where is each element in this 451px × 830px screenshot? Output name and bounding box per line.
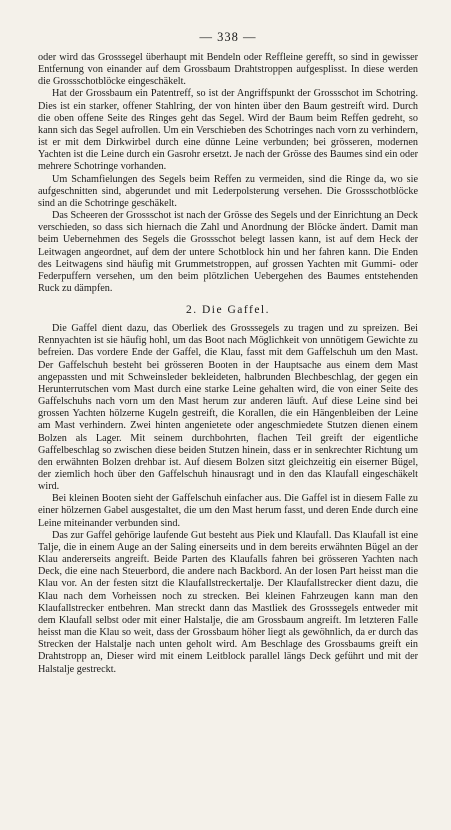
page-number: — 338 — (199, 30, 257, 44)
section-heading: 2. Die Gaffel. (185, 304, 270, 317)
paragraph: Das Scheeren der Grossschot ist nach der Grösse des Segels und der Einrichtung an Deck verschieden, so dass sich hiernach die Zahl und Anordnung der Blöcke ändert. Damit man beim Uebernehmen des Segels die Grossschot belegt lassen kann, ist auf dem Heck der Leitwagen angeordnet, auf dem der untere Schotblock hin und her fahren kann. Die Enden des Leitwagens sind häufig mit Grummetstroppen, auf grossen Yachten mit Gummi- oder Federpuffern versehen, um den beim plötzlichen Uebergehen des Baumes entstehenden Ruck zu dämpfen. (38, 210, 418, 294)
paragraph: Bei kleinen Booten sieht der Gaffelschuh einfacher aus. Die Gaffel ist in diesem Falle zu einer hölzernen Gabel ausgestaltet, die um den Mast herum fasst, und deren Ende durch eine Leine miteinander verbunden sind. (38, 493, 418, 529)
paragraph: oder wird das Grosssegel überhaupt mit Bendeln oder Reffleine gerefft, so sind in gewisser Entfernung von einander auf dem Grossbaum Drahtstroppen aufgesplisst. In diese werden die Grossschotblöcke eingeschäkelt. (38, 52, 418, 88)
paragraph: Das zur Gaffel gehörige laufende Gut besteht aus Piek und Klaufall. Das Klaufall ist eine Talje, die in einem Auge an der Saling einerseits und in dem bereits erwähnten Bügel an der Klau andererseits angreift. Beide Parten des Klaufalls fahren bei grösseren Yachten nach Deck, die eine nach Steuerbord, die andere nach Backbord. An der losen Part heisst man die Klau vor. An der festen sitzt die Klaufallstreckertalje. Der Klaufallstrecker dient dazu, die Klau nach dem Vorheissen noch zu strecken. Bei kleinen Fahrzeugen kann man den Klaufallstrecker entbehren. Man streckt dann das Mastliek des Grosssegels entweder mit dem Klaufall selbst oder mit einer Halstalje, die am Grossbaum angreift. Im letzteren Falle heisst man die Klau so weit, dass der Grossbaum höher liegt als gewöhnlich, da er durch das Strecken der Halstalje nach unten geholt wird. Am Beschlage des Grossbaums greift ein Drahtstropp an, Dieser wird mit einem Leitblock parallel längs Deck geführt und mit der Halstalje gestreckt. (38, 529, 418, 675)
paragraph: Hat der Grossbaum ein Patentreff, so ist der Angriffspunkt der Grossschot im Schotring. Dies ist ein starker, offener Stahlring, der von hinten über den Baum gestreift wird. Durch die oben offene Seite des Ringes geht das Segel. Wird der Baum beim Reffen gedreht, so kann sich das Segel aufrollen. Um ein Verschieben des Schotringes nach vorn zu verhindern, ist er mit dem Dirkwirbel durch eine dünne Leine verbunden; bei grösseren, modernen Yachten ist die Leine durch ein Gasrohr ersetzt. Je nach der Grösse des Baumes sind ein oder mehrere Schotringe vorhanden. (38, 88, 418, 173)
paragraph: Um Schamfielungen des Segels beim Reffen zu vermeiden, sind die Ringe da, wo sie aufgeschnitten sind, abgerundet und mit Lederpolsterung versehen. Die Grossschotblöcke sind an die Schotringe geschäkelt. (38, 173, 418, 209)
paragraph: Die Gaffel dient dazu, das Oberliek des Grosssegels zu tragen und zu spreizen. Bei Rennyachten ist sie häufig hohl, um das Boot nach Möglichkeit von unnötigem Gewichte zu befreien. Das vordere Ende der Gaffel, die Klau, fasst mit dem Gaffelschuh um den Mast. Der Gaffelschuh besteht bei grösseren Booten in der Hauptsache aus einem dem Mast angepassten und mit Schweinsleder bekleideten, halbrunden Blechbeschlag, der gegen ein Herunterrutschen vom Mast durch eine starke Leine gehalten wird, die von einer Seite des Gaffelschuhs nach vorn um den Mast herum zur anderen läuft. Auf diese Leine sind bei grossen Yachten hölzerne Kugeln gestreift, die Korallen, die ein Hängenbleiben der Leine am Mast verhindern. Zwei hinten angenietete oder angeschmiedete Stutzen dienen einem Bolzen als Lager. Mit seinem durchbohrten, flachen Teil greift der eigentliche Gaffelbeschlag so zwischen diese beiden Stutzen hinein, dass er in senkrechter Richtung um den erwähnten Bolzen drehbar ist. Auf diesem Bolzen sitzt gleichzeitig ein eiserner Bügel, der ziemlich hoch über den Gaffelschuh hinausragt und in den das Klaufall eingeschäkelt wird. (38, 323, 418, 493)
